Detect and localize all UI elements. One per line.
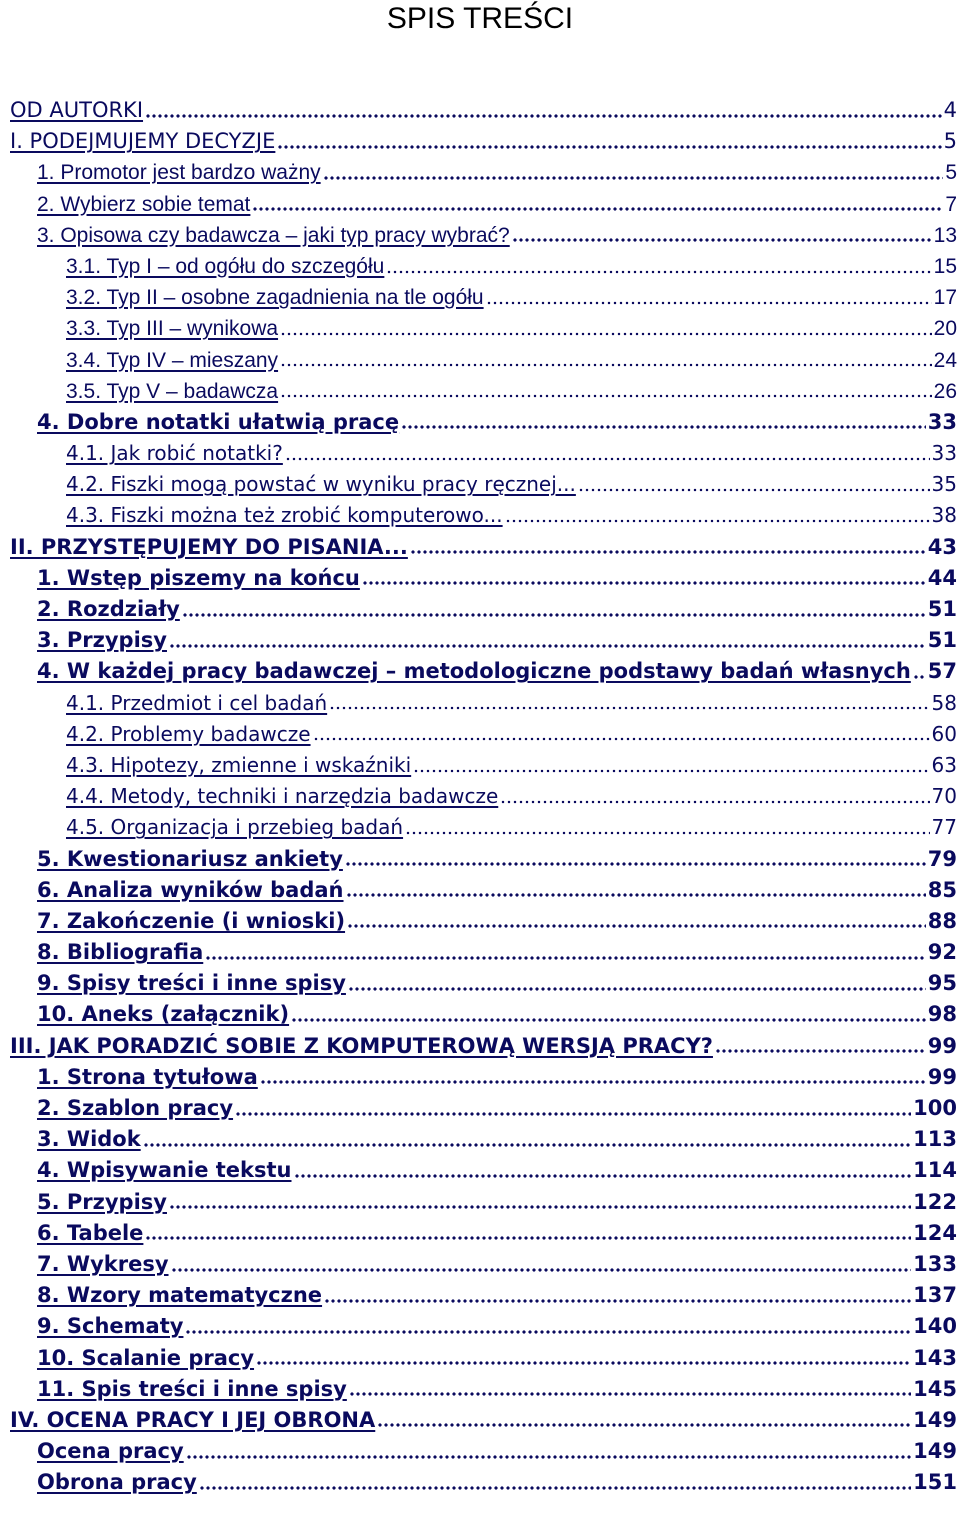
- toc-entry-page-number[interactable]: 133: [913, 1251, 957, 1276]
- toc-entry[interactable]: [0, 844, 960, 875]
- toc-entry-title-link[interactable]: 8. Bibliografia: [37, 940, 204, 965]
- dot-leader: [145, 111, 942, 121]
- toc-entry-page-number[interactable]: 99: [927, 1064, 957, 1089]
- toc-entry-page-number[interactable]: 85: [927, 877, 957, 902]
- toc-entry-title-link[interactable]: OD AUTORKI: [10, 98, 144, 122]
- toc-entry-page-number[interactable]: 143: [913, 1345, 957, 1370]
- toc-entry-page-number[interactable]: 5: [943, 129, 957, 154]
- toc-entry[interactable]: [0, 1062, 960, 1093]
- toc-entry[interactable]: [0, 1155, 960, 1186]
- toc-entry-page-number[interactable]: 17: [933, 286, 957, 310]
- toc-entry-page-number[interactable]: 13: [933, 223, 957, 247]
- toc-entry[interactable]: [0, 625, 960, 656]
- page-title: SPIS TREŚCI: [386, 2, 574, 35]
- dot-leader: [185, 1327, 911, 1337]
- toc-entry[interactable]: [0, 594, 960, 625]
- toc-entry[interactable]: [0, 1405, 960, 1436]
- toc-entry[interactable]: [0, 719, 960, 750]
- toc-entry-page-number[interactable]: 38: [931, 503, 957, 528]
- toc-entry[interactable]: [0, 376, 960, 407]
- toc-entry-page-number[interactable]: 15: [933, 254, 957, 278]
- dot-leader: [280, 391, 932, 401]
- toc-entry[interactable]: [0, 1124, 960, 1155]
- dot-leader: [347, 921, 926, 931]
- toc-entry-title-link[interactable]: 6. Tabele: [37, 1220, 144, 1245]
- toc-entry-page-number[interactable]: 99: [927, 1033, 957, 1058]
- toc-entry-title-link[interactable]: 3. Opisowa czy badawcza – jaki typ pracy wybrać?: [37, 223, 510, 247]
- toc-entry-title-link[interactable]: 1. Strona tytułowa: [37, 1064, 258, 1089]
- toc-entry-title-link[interactable]: 10. Scalanie pracy: [37, 1345, 255, 1370]
- dot-leader: [345, 859, 926, 869]
- toc-entry-title-link[interactable]: 4.2. Fiszki mogą powstać w wyniku pracy ręcznej...: [66, 472, 576, 497]
- table-of-contents: [0, 95, 960, 1498]
- toc-entry[interactable]: [0, 1280, 960, 1311]
- toc-entry[interactable]: [0, 1093, 960, 1124]
- toc-entry-page-number[interactable]: 44: [927, 565, 957, 590]
- toc-entry[interactable]: [0, 906, 960, 937]
- toc-entry-page-number[interactable]: 149: [913, 1407, 957, 1432]
- toc-entry[interactable]: [0, 750, 960, 781]
- toc-entry-page-number[interactable]: 137: [913, 1283, 957, 1308]
- dot-leader: [169, 1202, 911, 1212]
- toc-entry[interactable]: [0, 1467, 960, 1498]
- toc-entry-page-number[interactable]: 24: [933, 348, 957, 372]
- toc-entry[interactable]: [0, 1031, 960, 1062]
- dot-leader: [294, 1171, 912, 1181]
- toc-entry-page-number[interactable]: 33: [931, 441, 957, 466]
- toc-entry[interactable]: [0, 345, 960, 376]
- dot-leader: [329, 703, 929, 713]
- toc-entry[interactable]: [0, 313, 960, 344]
- dot-leader: [324, 1296, 911, 1306]
- dot-leader: [145, 1233, 911, 1243]
- toc-entry-page-number[interactable]: 88: [927, 908, 957, 933]
- toc-entry[interactable]: [0, 1436, 960, 1467]
- toc-entry[interactable]: [0, 282, 960, 313]
- toc-entry[interactable]: [0, 189, 960, 220]
- toc-entry-page-number[interactable]: 124: [913, 1220, 957, 1245]
- toc-entry-page-number[interactable]: 58: [931, 690, 957, 715]
- toc-entry-page-number[interactable]: 63: [931, 752, 957, 777]
- toc-entry-page-number[interactable]: 113: [913, 1127, 957, 1152]
- toc-entry-page-number[interactable]: 77: [931, 815, 957, 840]
- toc-entry-title-link[interactable]: 4.3. Hipotezy, zmienne i wskaźniki: [66, 752, 412, 777]
- toc-entry[interactable]: [0, 1374, 960, 1405]
- toc-entry-page-number[interactable]: 26: [933, 379, 957, 403]
- toc-entry-page-number[interactable]: 35: [931, 472, 957, 497]
- toc-entry[interactable]: [0, 1311, 960, 1342]
- dot-leader: [578, 485, 930, 495]
- toc-entry-title-link[interactable]: 5. Przypisy: [37, 1189, 167, 1214]
- toc-entry-title-link[interactable]: 3.3. Typ III – wynikowa: [66, 317, 279, 341]
- toc-entry[interactable]: [0, 157, 960, 188]
- toc-entry[interactable]: [0, 937, 960, 968]
- dot-leader: [205, 953, 926, 963]
- dot-leader: [323, 173, 944, 183]
- toc-entry-page-number[interactable]: 145: [913, 1376, 957, 1401]
- toc-entry[interactable]: [0, 1218, 960, 1249]
- toc-entry-page-number[interactable]: 79: [927, 846, 957, 871]
- dot-leader: [486, 298, 932, 308]
- toc-entry-title-link[interactable]: 9. Schematy: [37, 1314, 184, 1339]
- dot-leader: [505, 516, 930, 526]
- toc-entry-title-link[interactable]: 2. Rozdziały: [37, 597, 180, 621]
- dot-leader: [280, 329, 932, 339]
- toc-entry-page-number[interactable]: 33: [927, 409, 957, 434]
- toc-entry[interactable]: [0, 126, 960, 157]
- toc-entry[interactable]: [0, 1343, 960, 1374]
- toc-entry[interactable]: [0, 875, 960, 906]
- dot-leader: [260, 1077, 926, 1087]
- toc-entry[interactable]: [0, 1187, 960, 1218]
- dot-leader: [401, 422, 926, 432]
- toc-entry[interactable]: [0, 812, 960, 843]
- toc-entry-title-link[interactable]: 1. Wstęp piszemy na końcu: [37, 565, 360, 590]
- toc-entry-page-number[interactable]: 140: [913, 1314, 957, 1339]
- toc-entry-page-number[interactable]: 122: [913, 1189, 957, 1214]
- toc-entry-title-link[interactable]: 10. Aneks (załącznik): [37, 1002, 290, 1027]
- toc-entry-page-number[interactable]: 114: [913, 1158, 957, 1183]
- dot-leader: [252, 204, 943, 214]
- dot-leader: [291, 1015, 926, 1025]
- toc-entry[interactable]: [0, 251, 960, 282]
- dot-leader: [171, 1265, 912, 1275]
- toc-entry-page-number[interactable]: 4: [943, 98, 957, 122]
- toc-entry-title-link[interactable]: 3.1. Typ I – od ogółu do szczegółu: [66, 254, 385, 278]
- toc-entry-title-link[interactable]: I. PODEJMUJEMY DECYZJE: [10, 129, 276, 154]
- toc-entry[interactable]: [0, 438, 960, 469]
- toc-entry-title-link[interactable]: 4.1. Jak robić notatki?: [66, 441, 283, 466]
- dot-leader: [348, 984, 926, 994]
- toc-entry-page-number[interactable]: 70: [931, 784, 957, 809]
- toc-entry[interactable]: [0, 500, 960, 531]
- toc-entry-title-link[interactable]: 2. Szablon pracy: [37, 1096, 234, 1120]
- toc-entry-title-link[interactable]: 3.5. Typ V – badawcza: [66, 379, 279, 403]
- toc-entry-page-number[interactable]: 100: [913, 1096, 957, 1120]
- dot-leader: [405, 828, 929, 838]
- dot-leader: [413, 766, 929, 776]
- toc-entry-title-link[interactable]: 1. Promotor jest bardzo ważny: [37, 161, 321, 185]
- toc-entry-title-link[interactable]: 4. Wpisywanie tekstu: [37, 1158, 292, 1183]
- toc-entry[interactable]: [0, 220, 960, 251]
- toc-entry-title-link[interactable]: 7. Zakończenie (i wnioski): [37, 908, 346, 933]
- toc-entry-title-link[interactable]: Ocena pracy: [37, 1439, 184, 1464]
- toc-entry-title-link[interactable]: 4.2. Problemy badawcze: [66, 721, 311, 746]
- toc-entry-page-number[interactable]: 95: [927, 971, 957, 996]
- dot-leader: [386, 267, 931, 277]
- toc-entry-page-number[interactable]: 149: [913, 1439, 957, 1464]
- dot-leader: [169, 641, 926, 651]
- dot-leader: [377, 1420, 911, 1430]
- toc-entry[interactable]: [0, 999, 960, 1030]
- toc-entry-title-link[interactable]: 7. Wykresy: [37, 1251, 169, 1276]
- dot-leader: [285, 454, 930, 464]
- toc-entry[interactable]: [0, 407, 960, 438]
- dot-leader: [280, 360, 932, 370]
- dot-leader: [715, 1046, 926, 1056]
- toc-entry[interactable]: [0, 968, 960, 999]
- toc-entry-page-number[interactable]: 92: [927, 940, 957, 965]
- toc-entry-title-link[interactable]: 2. Wybierz sobie temat: [37, 192, 251, 216]
- dot-leader: [186, 1452, 911, 1462]
- toc-entry-page-number[interactable]: 51: [927, 628, 957, 653]
- toc-entry-title-link[interactable]: 3.4. Typ IV – mieszany: [66, 348, 279, 372]
- toc-entry-page-number[interactable]: 57: [927, 659, 957, 684]
- toc-entry-title-link[interactable]: 3. Widok: [37, 1127, 141, 1152]
- dot-leader: [410, 547, 926, 557]
- toc-entry-title-link[interactable]: 3. Przypisy: [37, 628, 167, 653]
- toc-entry-title-link[interactable]: 4. W każdej pracy badawczej – metodologiczne podstawy badań własnych: [37, 659, 911, 684]
- toc-entry-title-link[interactable]: 4.5. Organizacja i przebieg badań: [66, 815, 404, 840]
- dot-leader: [313, 734, 930, 744]
- toc-entry[interactable]: [0, 532, 960, 563]
- dot-leader: [362, 578, 926, 588]
- toc-entry-title-link[interactable]: 4.4. Metody, techniki i narzędzia badawcze: [66, 784, 499, 809]
- toc-entry-title-link[interactable]: 5. Kwestionariusz ankiety: [37, 846, 343, 871]
- dot-leader: [235, 1109, 911, 1119]
- dot-leader: [349, 1389, 911, 1399]
- toc-entry[interactable]: [0, 1249, 960, 1280]
- toc-entry-page-number[interactable]: 20: [933, 317, 957, 341]
- toc-entry-page-number[interactable]: 7: [945, 192, 957, 216]
- toc-entry-title-link[interactable]: 3.2. Typ II – osobne zagadnienia na tle ogółu: [66, 286, 484, 310]
- dot-leader: [913, 672, 926, 682]
- toc-entry[interactable]: [0, 563, 960, 594]
- toc-entry-title-link[interactable]: 11. Spis treści i inne spisy: [37, 1376, 347, 1401]
- dot-leader: [199, 1483, 911, 1493]
- toc-entry-page-number[interactable]: 51: [927, 597, 957, 621]
- toc-entry[interactable]: [0, 95, 960, 126]
- toc-entry-title-link[interactable]: 9. Spisy treści i inne spisy: [37, 971, 346, 996]
- dot-leader: [346, 890, 926, 900]
- dot-leader: [143, 1140, 911, 1150]
- toc-entry-title-link[interactable]: 4.3. Fiszki można też zrobić komputerowo...: [66, 503, 503, 528]
- toc-entry[interactable]: [0, 781, 960, 812]
- toc-entry-page-number[interactable]: 98: [927, 1002, 957, 1027]
- dot-leader: [277, 142, 941, 152]
- toc-entry-title-link[interactable]: 6. Analiza wyników badań: [37, 877, 344, 902]
- dot-leader: [512, 235, 932, 245]
- dot-leader: [256, 1358, 911, 1368]
- toc-entry-title-link[interactable]: 4.1. Przedmiot i cel badań: [66, 690, 328, 715]
- dot-leader: [182, 610, 926, 620]
- toc-entry-page-number[interactable]: 43: [927, 534, 957, 559]
- toc-entry-title-link[interactable]: II. PRZYSTĘPUJEMY DO PISANIA...: [10, 534, 408, 559]
- toc-entry-title-link[interactable]: IV. OCENA PRACY I JEJ OBRONA: [10, 1407, 376, 1432]
- dot-leader: [500, 797, 929, 807]
- toc-entry-page-number[interactable]: 60: [931, 721, 957, 746]
- toc-entry-title-link[interactable]: Obrona pracy: [37, 1470, 197, 1495]
- toc-entry[interactable]: [0, 656, 960, 687]
- toc-entry-title-link[interactable]: 8. Wzory matematyczne: [37, 1283, 323, 1308]
- toc-entry[interactable]: [0, 469, 960, 500]
- toc-entry-page-number[interactable]: 151: [913, 1470, 957, 1495]
- toc-entry-page-number[interactable]: 5: [945, 161, 957, 185]
- toc-entry[interactable]: [0, 688, 960, 719]
- toc-entry-title-link[interactable]: 4. Dobre notatki ułatwią pracę: [37, 409, 400, 434]
- toc-entry-title-link[interactable]: III. JAK PORADZIĆ SOBIE Z KOMPUTEROWĄ WERSJĄ PRACY?: [10, 1033, 713, 1058]
